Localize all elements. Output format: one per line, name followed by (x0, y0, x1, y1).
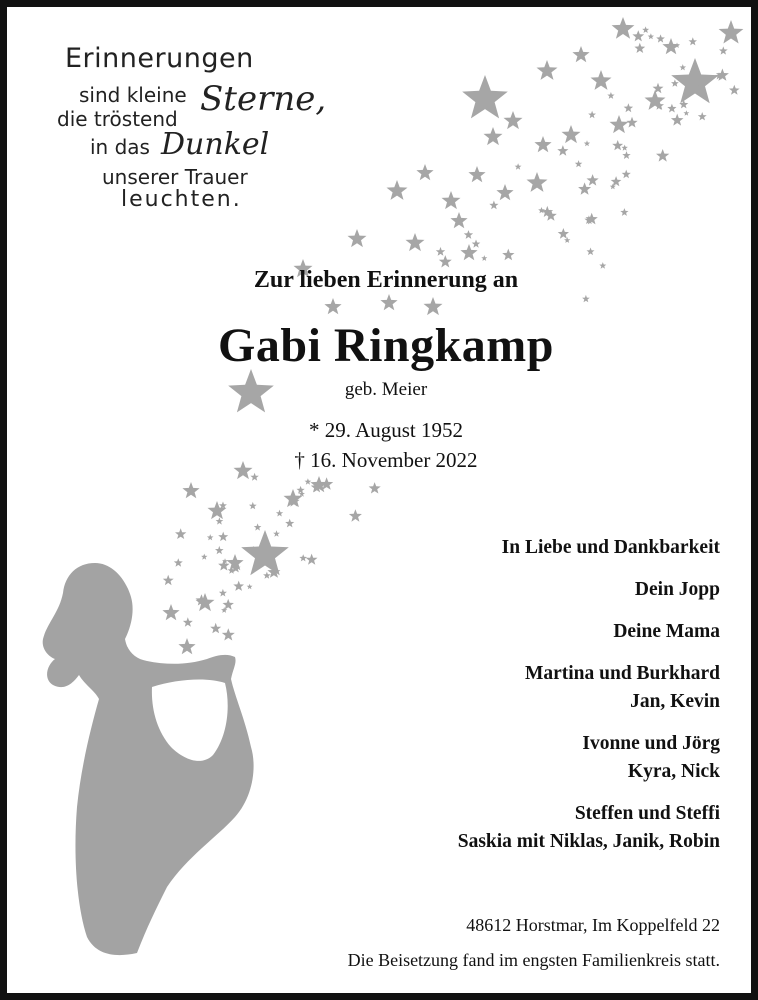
mourner-partner: Dein Jopp (634, 579, 720, 600)
mourner-family2-children: Kyra, Nick (627, 761, 720, 782)
quote-line-4: in das (90, 135, 150, 159)
birth-name: geb. Meier (344, 379, 428, 400)
address-line: 48612 Horstmar, Im Koppelfeld 22 (466, 915, 720, 935)
notice-intro: Zur lieben Erinnerung an (253, 267, 519, 293)
quote-word-dunkel: Dunkel (161, 127, 270, 162)
mourner-mother: Deine Mama (613, 621, 720, 642)
mourner-family1-parents: Martina und Burkhard (524, 663, 720, 684)
mourner-family2-parents: Ivonne und Jörg (582, 733, 720, 754)
quote-line-5: unserer Trauer (102, 165, 248, 189)
quote-line-3: die tröstend (57, 107, 178, 131)
death-date: † 16. November 2022 (294, 448, 478, 472)
quote-line-6: leuchten. (121, 187, 242, 212)
mourner-family1-children: Jan, Kevin (630, 691, 720, 712)
quote-line-1: Erinnerungen (65, 43, 254, 74)
quote-word-sterne: Sterne, (200, 79, 327, 119)
deceased-name: Gabi Ringkamp (218, 319, 554, 372)
dedication-line: In Liebe und Dankbarkeit (501, 537, 720, 558)
quote-line-2: sind kleine (79, 83, 187, 107)
funeral-note: Die Beisetzung fand im engsten Familienkreis statt. (347, 950, 720, 970)
mourner-family3-children: Saskia mit Niklas, Janik, Robin (457, 831, 720, 852)
birth-date: * 29. August 1952 (308, 418, 463, 442)
mourner-family3-parents: Steffen und Steffi (574, 803, 720, 824)
